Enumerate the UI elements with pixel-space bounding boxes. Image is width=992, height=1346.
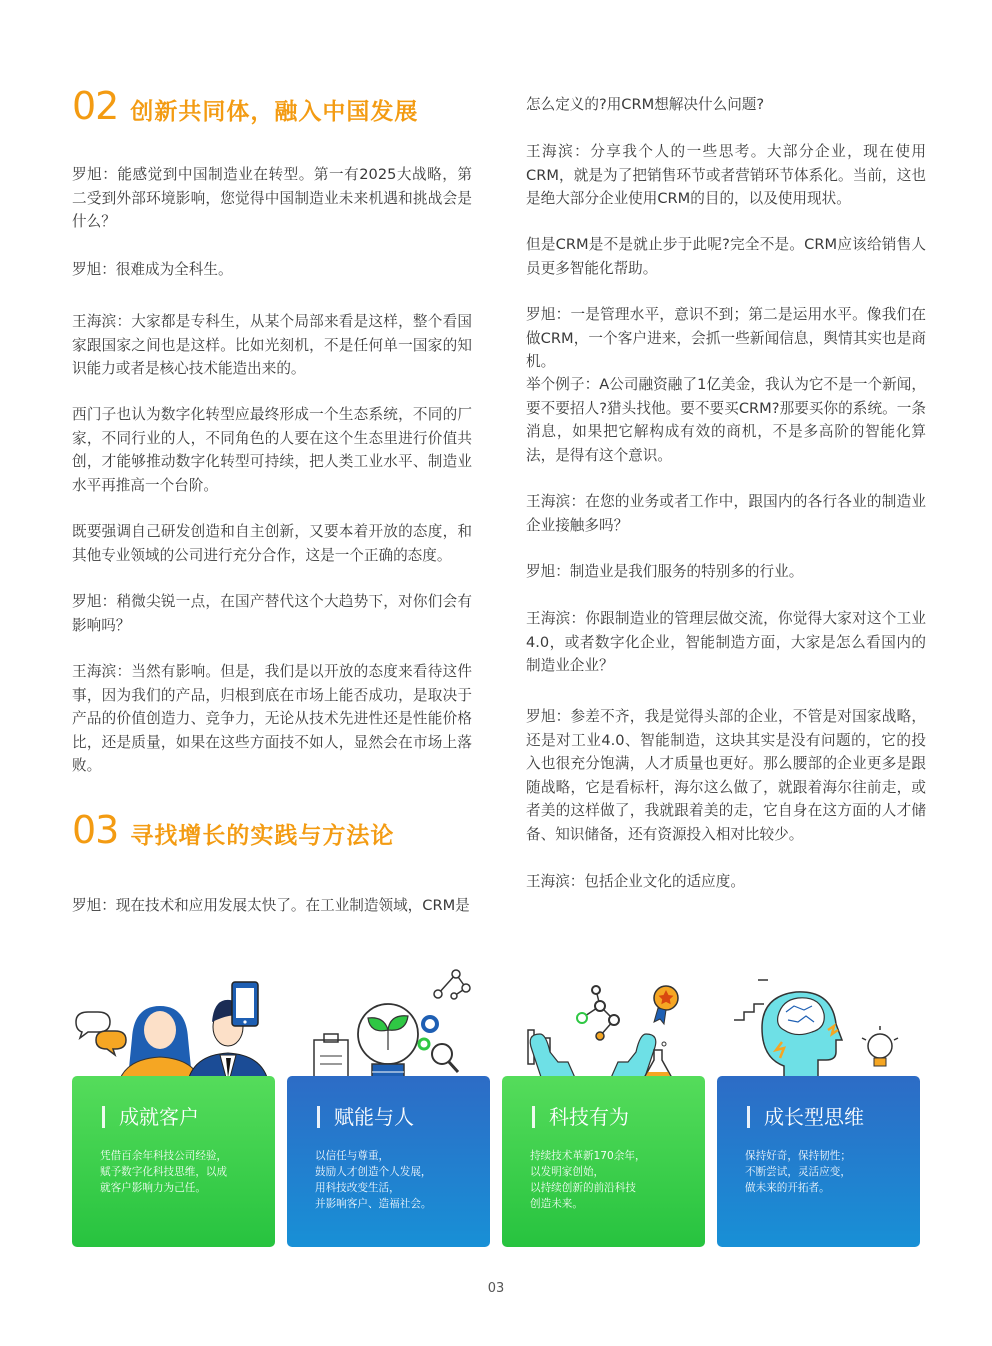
card-text-line: 以发明家创始， [530,1166,605,1178]
paragraph: 王海滨：你跟制造业的管理层做交流，你觉得大家对这个工业4.0，或者数字化企业，智能制造方面，大家是怎么看国内的制造业企业？ [526,610,926,674]
card-text-line: 赋予数字化科技思维，以成 [100,1166,228,1178]
paragraph: 王海滨：包括企业文化的适应度。 [526,873,745,890]
card-text [530,1148,690,1212]
paragraph: 罗旭：制造业是我们服务的特别多的行业。 [526,563,804,580]
values-cards [70,960,922,1260]
card-text-line: 凭借百余年科技公司经验， [100,1150,228,1162]
card-text-line: 并影响客户、造福社会。 [315,1198,432,1210]
hands-molecule-flask-icon [504,960,714,1085]
card-text-line: 持续技术革新170余年， [530,1150,646,1162]
paragraph: 罗旭：一是管理水平，意识不到；第二是运用水平。像我们在做CRM，一个客户进来，会抓一些新闻信息，舆情其实也是商机。 [526,306,926,370]
card-text-line: 保持好奇，保持韧性； [745,1150,851,1162]
paragraph: 罗旭：能感觉到中国制造业在转型。第一有2025大战略，第二受到外部环境影响，您觉得中国制造业未来机遇和挑战会是什么？ [72,166,472,230]
paragraph: 既要强调自己研发创造和自主创新，又要本着开放的态度，和其他专业领域的公司进行充分合作，这是一个正确的态度。 [72,523,472,564]
card-text [745,1148,905,1196]
lightbulb-plant-gear-icon [288,960,498,1085]
card-title: 科技有为 [532,1106,629,1128]
paragraph: 罗旭：参差不齐，我是觉得头部的企业，不管是对国家战略，还是对工业4.0、智能制造，这块其实是没有问题的，它的投入也很充分饱满，人才质量也更好。那么腰部的企业更多是跟随战略，它是看标杆，海尔这么做了，就跟着海尔往前走，或者美的这样做了，我就跟着美的走，它自身在这方面的人才储备、知识储备，还有资源投入相对比较少。 [526,708,926,843]
card-text-line: 以持续创新的前沿科技 [530,1182,636,1194]
paragraph: 罗旭：稍微尖锐一点，在国产替代这个大趋势下，对你们会有影响吗？ [72,593,472,634]
section-title: 寻找增长的实践与方法论 [130,823,395,849]
card-text-line: 用科技改变生活， [315,1182,400,1194]
page-number: 03 [487,1281,505,1296]
paragraph: 王海滨：分享我个人的一些思考。大部分企业，现在使用CRM，就是为了把销售环节或者营销环节体系化。当前，这也是绝大部分企业使用CRM的目的，以及使用现状。 [526,143,926,207]
card-text-line: 就客户影响力为己任。 [100,1182,206,1194]
value-card-customer-success [72,1076,275,1247]
card-text [100,1148,260,1196]
value-card-empower-people [287,1076,490,1247]
brain-head-ideas-icon [722,960,932,1085]
value-card-growth-mindset [717,1076,920,1247]
section-number: 03 [72,808,119,852]
paragraph: 举个例子：A公司融资融了1亿美金，我认为它不是一个新闻，要不要招人?猎头找他。要不要买CRM?那要买你的系统。一条消息，如果把它解构成有效的商机，不是多高阶的智能化算法，是得有这个意识。 [526,376,926,464]
paragraph: 怎么定义的?用CRM想解决什么问题? [526,96,765,113]
paragraph: 罗旭：现在技术和应用发展太快了。在工业制造领域，CRM是 [72,897,470,914]
paragraph: 西门子也认为数字化转型应最终形成一个生态系统，不同的厂家，不同行业的人，不同角色的人要在这个生态里进行价值共创，才能够推动数字化转型可持续，把人类工业水平、制造业水平再推高一个台阶。 [72,406,472,494]
paragraph: 王海滨：当然有影响。但是，我们是以开放的态度来看待这件事，因为我们的产品，归根到底在市场上能否成功，是取决于产品的价值创造力、竞争力，无论从技术先进性还是性能价格比，还是质量，如果在这些方面技不如人，显然会在市场上落败。 [72,663,472,774]
people-chat-phone-icon [70,960,280,1085]
paragraph: 王海滨：大家都是专科生，从某个局部来看是这样，整个看国家跟国家之间也是这样。比如光刻机，不是任何单一国家的知识能力或者是核心技术能造出来的。 [72,313,472,377]
section-title: 创新共同体，融入中国发展 [130,99,419,125]
section-02-heading [72,84,418,128]
card-text-line: 创造未来。 [530,1198,583,1210]
card-text-line: 做未来的开拓者。 [745,1182,830,1194]
section-number: 02 [72,84,119,128]
card-title: 赋能与人 [317,1106,414,1128]
card-text-line: 不断尝试，灵活应变， [745,1166,851,1178]
card-title: 成长型思维 [747,1106,864,1128]
paragraph: 罗旭：很难成为全科生。 [72,261,233,278]
card-title: 成就客户 [102,1106,199,1128]
card-text [315,1148,475,1212]
value-card-technology [502,1076,705,1247]
section-03-heading [72,808,394,852]
paragraph: 王海滨：在您的业务或者工作中，跟国内的各行各业的制造业企业接触多吗？ [526,493,926,534]
card-text-line: 以信任与尊重， [315,1150,390,1162]
paragraph: 但是CRM是不是就止步于此呢?完全不是。CRM应该给销售人员更多智能化帮助。 [526,236,926,277]
card-text-line: 鼓励人才创造个人发展， [315,1166,432,1178]
